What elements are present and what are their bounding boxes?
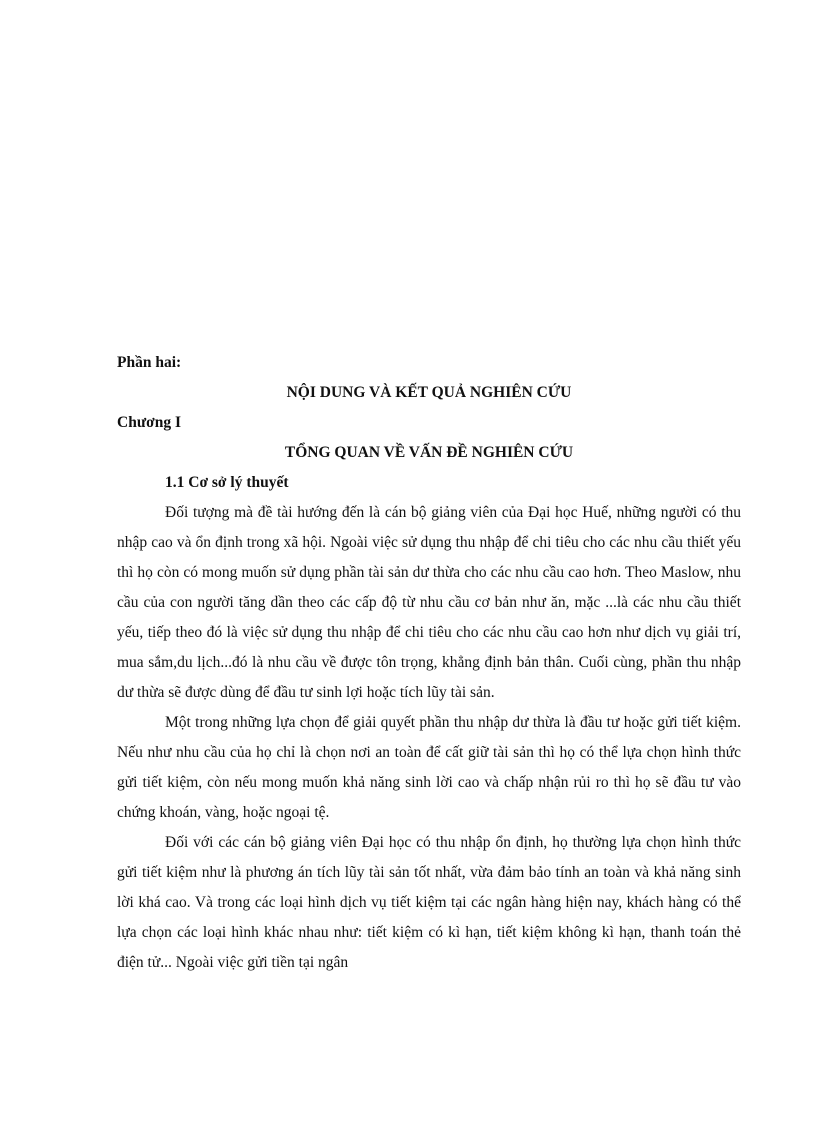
paragraph-2: Một trong những lựa chọn để giải quyết phần thu nhập dư thừa là đầu tư hoặc gửi tiết kiệm. Nếu như nhu cầu của họ chỉ là chọn nơi an toàn để cất giữ tài sản thì họ có thể lựa chọn hình thức gửi tiết kiệm, còn nếu mong muốn khả năng sinh lời cao và chấp nhận rủi ro thì họ sẽ đầu tư vào chứng khoán, vàng, hoặc ngoại tệ. (117, 714, 741, 821)
part-title: NỘI DUNG VÀ KẾT QUẢ NGHIÊN CỨU (286, 384, 572, 401)
part-label: Phần hai: (117, 354, 182, 371)
chapter-title: TỔNG QUAN VỀ VẤN ĐỀ NGHIÊN CỨU (284, 444, 574, 461)
section-heading: 1.1 Cơ sở lý thuyết (165, 474, 289, 491)
chapter-label: Chương I (117, 414, 181, 431)
paragraph-1: Đối tượng mà đề tài hướng đến là cán bộ giảng viên của Đại học Huế, những người có thu nhập cao và ổn định trong xã hội. Ngoài việc sử dụng thu nhập để chi tiêu cho các nhu cầu thiết yếu thì họ còn có mong muốn sử dụng phần tài sản dư thừa cho các nhu cầu cao hơn. Theo Maslow, nhu cầu của con người tăng dần theo các cấp độ từ nhu cầu cơ bản như ăn, mặc ...là các nhu cầu thiết yếu, tiếp theo đó là việc sử dụng thu nhập để chi tiêu cho các nhu cầu cao hơn như dịch vụ giải trí, mua sắm,du lịch...đó là nhu cầu về được tôn trọng, khẳng định bản thân. Cuối cùng, phần thu nhập dư thừa sẽ được dùng để đầu tư sinh lợi hoặc tích lũy tài sản. (117, 504, 741, 701)
document-page (117, 348, 741, 978)
paragraph-3: Đối với các cán bộ giảng viên Đại học có thu nhập ổn định, họ thường lựa chọn hình thức gửi tiết kiệm như là phương án tích lũy tài sản tốt nhất, vừa đảm bảo tính an toàn và khả năng sinh lời khá cao. Và trong các loại hình dịch vụ tiết kiệm tại các ngân hàng hiện nay, khách hàng có thể lựa chọn các loại hình khác nhau như: tiết kiệm có kì hạn, tiết kiệm không kì hạn, thanh toán thẻ điện tử... Ngoài việc gửi tiền tại ngân (117, 834, 741, 971)
